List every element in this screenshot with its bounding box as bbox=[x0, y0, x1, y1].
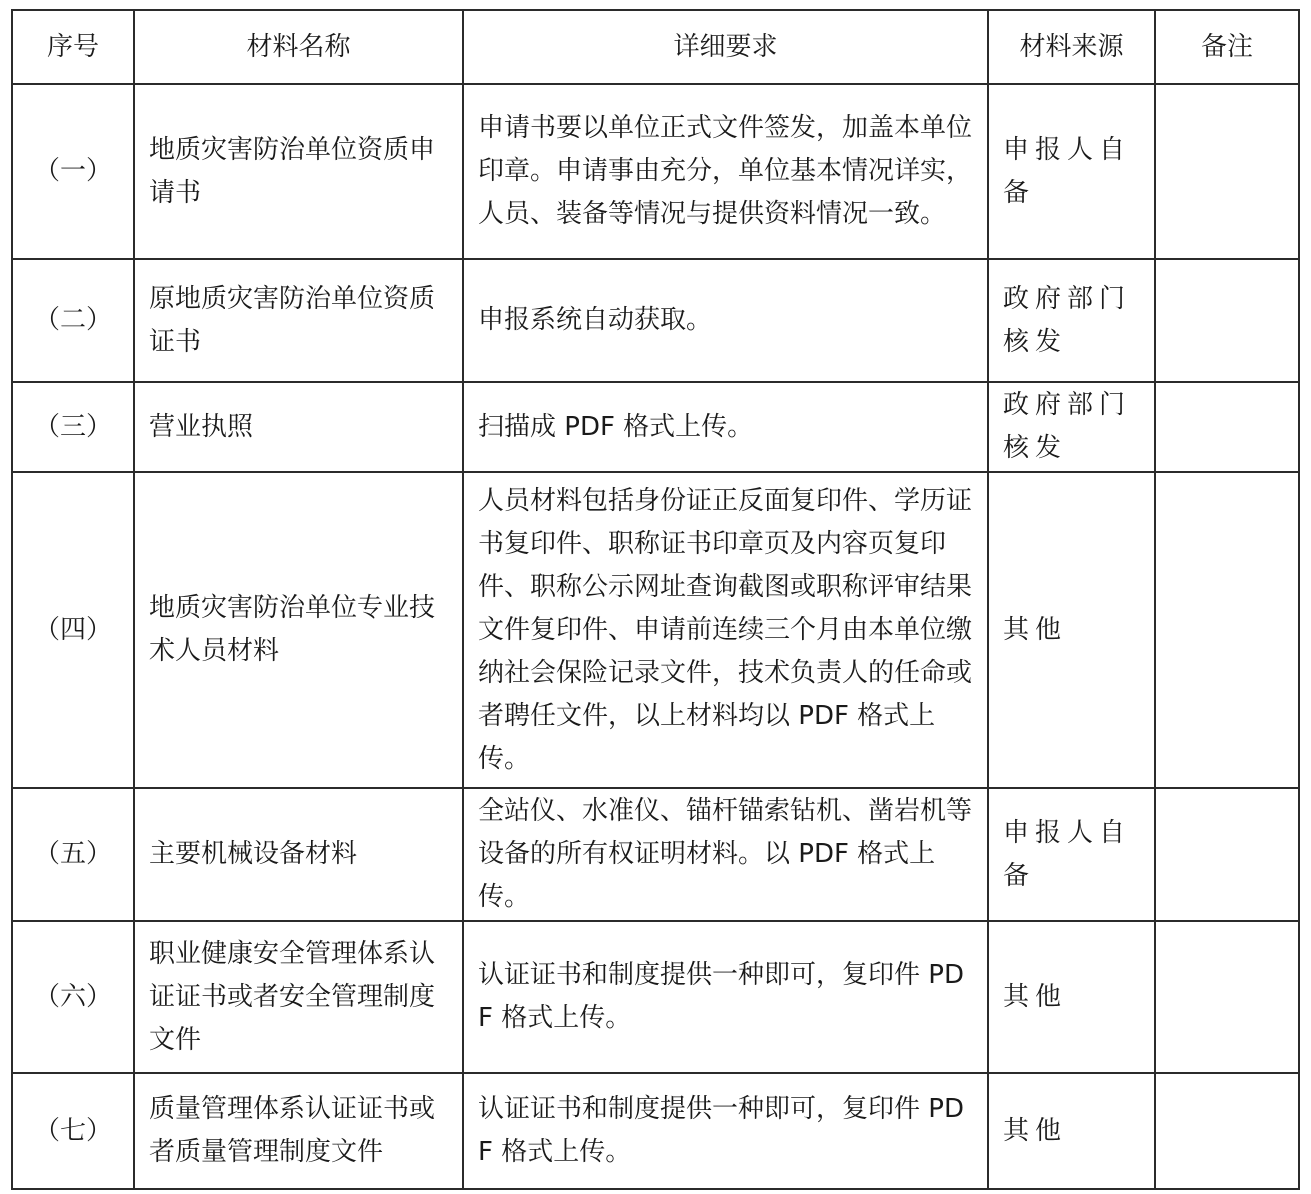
row-source: 其他 bbox=[988, 1073, 1155, 1189]
header-row bbox=[12, 10, 1299, 84]
row-detail: 人员材料包括身份证正反面复印件、学历证书复印件、职称证书印章页及内容页复印件、职称公示网址查询截图或职称评审结果文件复印件、申请前连续三个月由本单位缴纳社会保险记录文件，技术负责人的任命或者聘任文件，以上材料均以 PDF 格式上传。 bbox=[463, 472, 988, 788]
row-note bbox=[1155, 921, 1299, 1073]
row-detail: 认证证书和制度提供一种即可，复印件 PDF 格式上传。 bbox=[463, 1073, 988, 1189]
header-index: 序号 bbox=[12, 10, 134, 84]
row-detail: 申报系统自动获取。 bbox=[463, 259, 988, 382]
table-row bbox=[12, 382, 1299, 472]
table-row bbox=[12, 259, 1299, 382]
row-index: （七） bbox=[12, 1073, 134, 1189]
row-note bbox=[1155, 84, 1299, 259]
row-detail: 全站仪、水准仪、锚杆锚索钻机、凿岩机等设备的所有权证明材料。以 PDF 格式上传。 bbox=[463, 788, 988, 921]
row-note bbox=[1155, 788, 1299, 921]
row-source: 申报人自备 bbox=[988, 84, 1155, 259]
row-source: 其他 bbox=[988, 921, 1155, 1073]
row-source: 其他 bbox=[988, 472, 1155, 788]
row-material-name: 职业健康安全管理体系认证证书或者安全管理制度文件 bbox=[134, 921, 463, 1073]
header-detail: 详细要求 bbox=[463, 10, 988, 84]
row-index: （二） bbox=[12, 259, 134, 382]
row-note bbox=[1155, 382, 1299, 472]
row-source: 申报人自备 bbox=[988, 788, 1155, 921]
table-row bbox=[12, 84, 1299, 259]
table-row bbox=[12, 472, 1299, 788]
table-row bbox=[12, 1073, 1299, 1189]
row-material-name: 原地质灾害防治单位资质证书 bbox=[134, 259, 463, 382]
row-material-name: 营业执照 bbox=[134, 382, 463, 472]
row-source: 政府部门核发 bbox=[988, 382, 1155, 472]
row-material-name: 主要机械设备材料 bbox=[134, 788, 463, 921]
row-detail: 扫描成 PDF 格式上传。 bbox=[463, 382, 988, 472]
row-index: （三） bbox=[12, 382, 134, 472]
header-source: 材料来源 bbox=[988, 10, 1155, 84]
row-note bbox=[1155, 472, 1299, 788]
materials-table bbox=[11, 9, 1300, 1190]
table-row bbox=[12, 788, 1299, 921]
row-material-name: 质量管理体系认证证书或者质量管理制度文件 bbox=[134, 1073, 463, 1189]
row-index: （六） bbox=[12, 921, 134, 1073]
row-detail: 申请书要以单位正式文件签发，加盖本单位印章。申请事由充分，单位基本情况详实，人员、装备等情况与提供资料情况一致。 bbox=[463, 84, 988, 259]
row-note bbox=[1155, 259, 1299, 382]
row-source: 政府部门核发 bbox=[988, 259, 1155, 382]
header-note: 备注 bbox=[1155, 10, 1299, 84]
row-index: （一） bbox=[12, 84, 134, 259]
table-row bbox=[12, 921, 1299, 1073]
row-material-name: 地质灾害防治单位专业技术人员材料 bbox=[134, 472, 463, 788]
row-material-name: 地质灾害防治单位资质申请书 bbox=[134, 84, 463, 259]
header-name: 材料名称 bbox=[134, 10, 463, 84]
row-detail: 认证证书和制度提供一种即可，复印件 PDF 格式上传。 bbox=[463, 921, 988, 1073]
row-index: （四） bbox=[12, 472, 134, 788]
row-index: （五） bbox=[12, 788, 134, 921]
row-note bbox=[1155, 1073, 1299, 1189]
